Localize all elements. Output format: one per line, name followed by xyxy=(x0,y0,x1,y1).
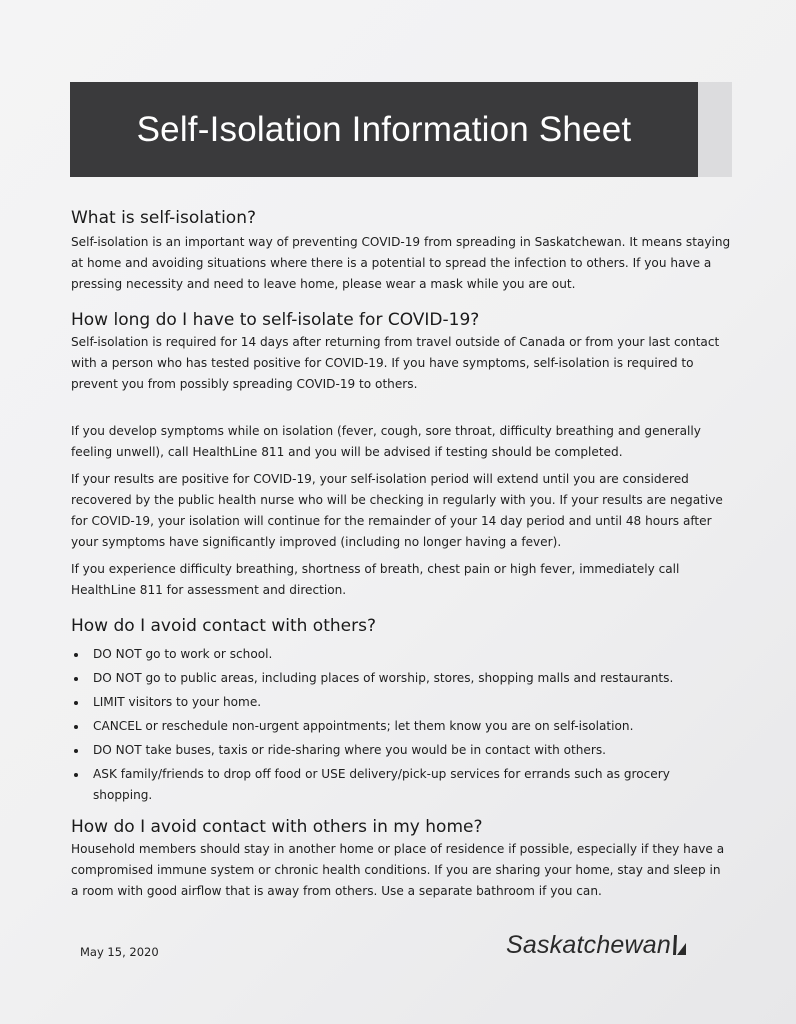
list-item xyxy=(71,716,731,737)
title-bar-edge xyxy=(698,82,732,177)
section-heading-what-is: What is self-isolation? xyxy=(71,208,256,228)
paragraph-how-long-4: If you experience difficulty breathing, shortness of breath, chest pain or high fever, immediately call HealthLine 811 for assessment and direction. xyxy=(71,562,680,597)
list-item-text: ASK family/friends to drop off food or USE delivery/pick-up services for errands such as grocery shopping. xyxy=(93,767,670,802)
bullet-icon xyxy=(74,725,78,729)
list-item-text: DO NOT go to public areas, including places of worship, stores, shopping malls and restaurants. xyxy=(93,671,674,685)
logo-wordmark: Saskatchewan xyxy=(506,930,671,959)
list-item-text: LIMIT visitors to your home. xyxy=(93,695,262,709)
bullet-icon xyxy=(74,773,78,777)
paragraph-how-long-3: If your results are positive for COVID-19, your self-isolation period will extend until you are considered recovered by the public health nurse who will be checking in regularly with you. If your results are negative for COVID-19, your isolation will continue for the remainder of your 14 day period and until 48 hours after your symptoms have significantly improved (including no longer having a fever). xyxy=(71,472,723,549)
list-item-text: CANCEL or reschedule non-urgent appointments; let them know you are on self-isolation. xyxy=(93,719,634,733)
bullet-icon xyxy=(74,749,78,753)
paragraph-how-long-2: If you develop symptoms while on isolation (fever, cough, sore throat, difficulty breathing and generally feeling unwell), call HealthLine 811 and you will be advised if testing should be completed. xyxy=(71,424,701,459)
paragraph-how-long-1: Self-isolation is required for 14 days after returning from travel outside of Canada or from your last contact with a person who has tested positive for COVID-19. If you have symptoms, self-isolation is required to prevent you from possibly spreading COVID-19 to others. xyxy=(71,335,720,391)
list-item xyxy=(71,668,731,689)
document-title: Self-Isolation Information Sheet xyxy=(136,110,632,149)
document-body xyxy=(71,206,731,902)
document-date: May 15, 2020 xyxy=(80,945,159,959)
paragraph-avoid-home: Household members should stay in another home or place of residence if possible, especially if they have a compromised immune system or chronic health conditions. If you are sharing your home, stay and sleep in a room with good airflow that is away from others. Use a separate bathroom if you can. xyxy=(71,842,725,898)
list-item xyxy=(71,740,731,761)
section-heading-avoid-contact: How do I avoid contact with others? xyxy=(71,616,376,636)
saskatchewan-wordmark-icon xyxy=(673,933,687,957)
bullet-icon xyxy=(74,653,78,657)
list-item xyxy=(71,692,731,713)
paragraph-what-is: Self-isolation is an important way of preventing COVID-19 from spreading in Saskatchewan. It means staying at home and avoiding situations where there is a potential to spread the infection to others. If you have a pressing necessity and need to leave home, please wear a mask while you are out. xyxy=(71,235,731,291)
list-item-text: DO NOT go to work or school. xyxy=(93,647,273,661)
saskatchewan-logo xyxy=(506,928,687,962)
list-item-text: DO NOT take buses, taxis or ride-sharing where you would be in contact with others. xyxy=(93,743,606,757)
list-item xyxy=(71,644,731,665)
title-bar xyxy=(70,82,698,177)
bullet-icon xyxy=(74,701,78,705)
list-item xyxy=(71,764,731,806)
bullet-list-avoid-contact xyxy=(71,644,731,806)
section-heading-avoid-home: How do I avoid contact with others in my home? xyxy=(71,817,483,837)
section-heading-how-long: How long do I have to self-isolate for COVID-19? xyxy=(71,310,480,330)
bullet-icon xyxy=(74,677,78,681)
